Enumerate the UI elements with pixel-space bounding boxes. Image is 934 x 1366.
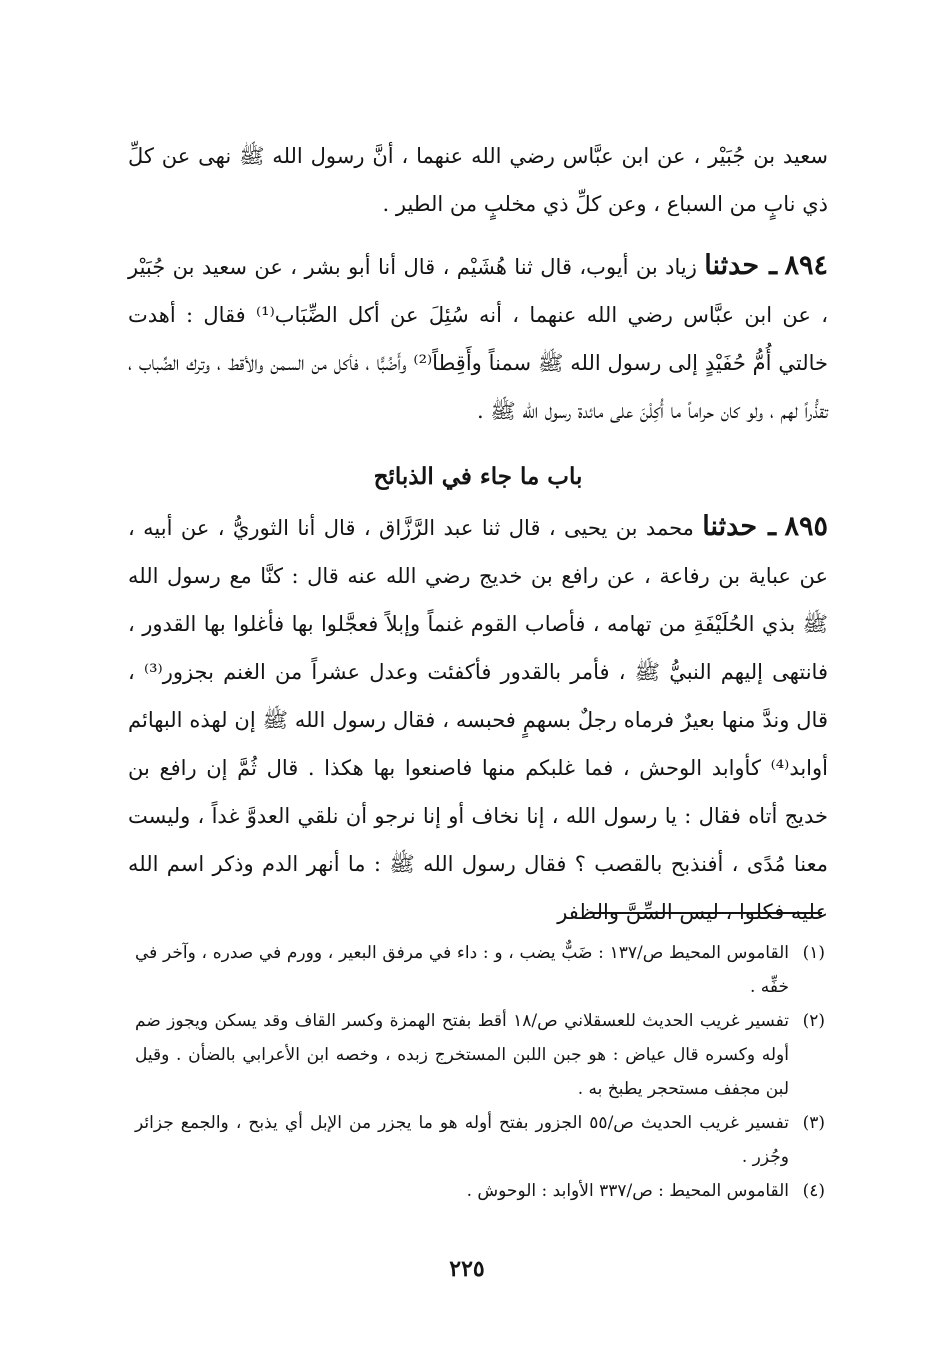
page-number: ٢٢٥ <box>449 1256 485 1282</box>
intro-text: سعيد بن جُبَيْر ، عن ابن عبَّاس رضي الله عنهما ، أنَّ رسول الله ﷺ نهى عن كلِّ ذي نابٍ من السباع ، وعن كلِّ ذي مخلبٍ من الطير . <box>128 144 828 216</box>
hadith-895-number: ٨٩٥ <box>784 511 828 542</box>
footnote-2 <box>135 1004 825 1106</box>
footnote-1-text: القاموس المحيط ص/١٣٧ : ضَبٌّ يضب ، و : داء في مرفق البعير ، وورم في صدره ، وآخر في خفِّه . <box>135 943 789 997</box>
hadith-895-text: محمد بن يحيى ، قال ثنا عبد الرَّزَّاق ، قال أنا الثوريُّ ، عن أبيه ، عن عباية بن رفاعة ، عن رافع بن خديج رضي الله عنه قال : كنَّا مع رسول الله ﷺ بذي الحُلَيْفَةِ من تهامه ، فأصاب القوم غنماً وإبلاً فعجَّلوا بها فأغلوا بها القدور ، فانتهى إليهم النبيُّ ﷺ ، فأمر بالقدور فأكفئت وعدل عشراً من الغنم بجزور⁽³⁾ ، قال وندَّ منها بعيرٌ فرماه رجلٌ بسهمٍ فحبسه ، فقال رسول الله ﷺ إن لهذه البهائم أوابد⁽⁴⁾ كأوابد الوحش ، فما غلبكم منها فاصنعوا بها هكذا . قال ثُمَّ إن رافع بن خديج أتاه فقال : يا رسول الله ، إنا نخاف أو إنا نرجو أن نلقي العدوَّ غداً ، وليست معنا مُدًى ، أفنذبح بالقصب ؟ فقال رسول الله ﷺ : ما أنهر الدم وذكر اسم الله عليه فكلوا ، ليس السِّنَّ والظفر <box>128 516 828 924</box>
footnote-1 <box>135 936 825 1004</box>
footnote-3-text: تفسير غريب الحديث ص/٥٥ الجزور بفتح أوله هو ما يجزر من الإبل أي يذبح ، والجمع جزائر وجُزر . <box>135 1113 789 1167</box>
footnote-4-text: القاموس المحيط : ص/٣٣٧ الأوابد : الوحوش . <box>466 1181 789 1201</box>
hadith-894-text: زياد بن أيوب، قال ثنا هُشَيْم ، قال أنا أبو بشر ، عن سعيد بن جُبَيْر ، عن ابن عبَّاس رضي الله عنهما ، أنه سُئِلَ عن أكل الضِّبَاب⁽¹⁾ فقال : أهدت خالتي أُمُّ حُفَيْدٍ إلى رسول الله ﷺ سمناً وأَقِطاً⁽²⁾ وأَضُبًّا ، فأكل من السمن والأقط ، وترك الضِّباب ، تقذُّراً لهم ، ولو كان حراماً ما أُكِلْنَ على مائدة رسول الله ﷺ . <box>128 255 828 423</box>
footnote-2-label: (٢) <box>802 1011 826 1031</box>
footnote-divider <box>590 912 822 914</box>
footnote-4-label: (٤) <box>802 1181 825 1201</box>
hadith-894-keyword: ـ حدثنا <box>704 250 778 281</box>
footnote-4 <box>135 1174 825 1208</box>
footnote-1-label: (١) <box>802 943 825 963</box>
footnote-2-text: تفسير غريب الحديث للعسقلاني ص/١٨ أقط بفتح الهمزة وكسر القاف وقد يسكن ويجوز ضم أوله وكسره قال عياض : هو جبن اللبن المستخرج زبده ، وخصه ابن الأعرابي بالضأن . وقيل لبن مجفف مستحجر يطبخ به . <box>135 1011 790 1099</box>
intro-paragraph <box>128 132 828 228</box>
hadith-894 <box>128 242 828 435</box>
hadith-895 <box>128 503 828 936</box>
footnote-3 <box>135 1106 825 1174</box>
footnotes <box>135 936 825 1208</box>
hadith-895-keyword: ـ حدثنا <box>702 511 777 542</box>
hadith-894-number: ٨٩٤ <box>784 250 828 281</box>
main-text <box>128 132 828 936</box>
chapter-title: باب ما جاء في الذبائح <box>373 463 583 490</box>
footnote-3-label: (٣) <box>802 1113 825 1133</box>
